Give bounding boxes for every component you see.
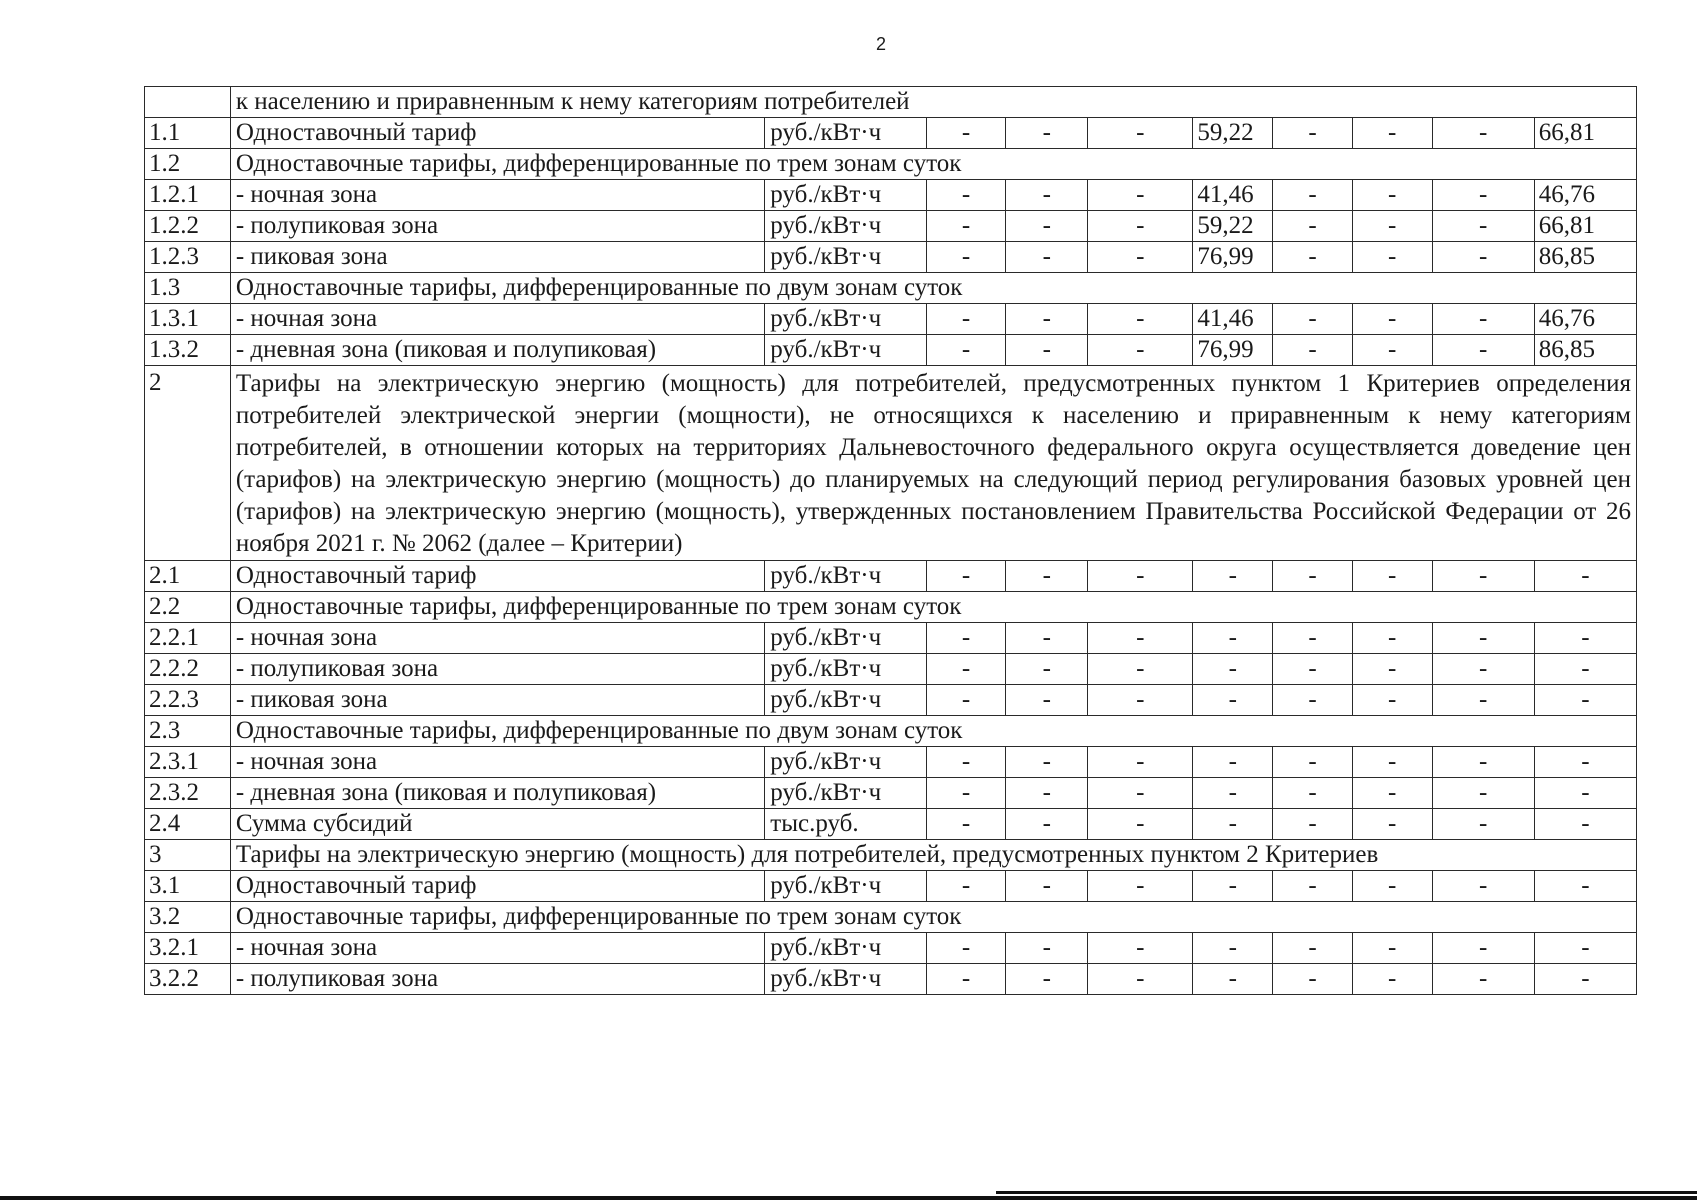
row-number: 2.2.3: [145, 685, 231, 716]
value-cell: -: [1088, 685, 1193, 716]
row-number: 1.3.1: [145, 304, 231, 335]
value-cell: -: [1352, 335, 1432, 366]
value-cell: -: [1432, 335, 1534, 366]
row-unit: руб./кВт·ч: [765, 685, 926, 716]
row-number: 1.2.2: [145, 211, 231, 242]
row-number: 3.2: [145, 902, 231, 933]
row-name: - полупиковая зона: [230, 654, 764, 685]
value-cell: -: [1088, 623, 1193, 654]
value-cell: -: [1432, 809, 1534, 840]
value-cell: -: [1006, 933, 1088, 964]
value-cell: -: [926, 623, 1006, 654]
value-cell: -: [1006, 778, 1088, 809]
value-cell: -: [1006, 964, 1088, 995]
value-cell: -: [1006, 242, 1088, 273]
value-cell: -: [1006, 180, 1088, 211]
page-bottom-edge: [0, 1196, 1697, 1200]
table-row: [145, 335, 1637, 366]
value-cell: -: [1352, 211, 1432, 242]
value-cell: -: [1432, 747, 1534, 778]
value-cell: -: [1006, 211, 1088, 242]
value-cell: -: [1088, 335, 1193, 366]
value-cell: -: [1352, 561, 1432, 592]
value-cell: 86,85: [1534, 242, 1636, 273]
value-cell: -: [1193, 964, 1273, 995]
value-cell: -: [1534, 933, 1636, 964]
value-cell: -: [1352, 623, 1432, 654]
table-row: [145, 871, 1637, 902]
value-cell: -: [1352, 933, 1432, 964]
value-cell: 59,22: [1193, 118, 1273, 149]
section-heading: Тарифы на электрическую энергию (мощность) для потребителей, предусмотренных пунктом 2 Критериев: [230, 840, 1636, 871]
value-cell: -: [1193, 871, 1273, 902]
value-cell: -: [926, 778, 1006, 809]
value-cell: -: [1088, 561, 1193, 592]
value-cell: -: [926, 933, 1006, 964]
value-cell: -: [926, 211, 1006, 242]
row-unit: руб./кВт·ч: [765, 778, 926, 809]
value-cell: -: [1273, 118, 1353, 149]
table-row: [145, 118, 1637, 149]
row-name: - ночная зона: [230, 180, 764, 211]
row-unit: руб./кВт·ч: [765, 871, 926, 902]
row-unit: руб./кВт·ч: [765, 242, 926, 273]
value-cell: -: [1432, 118, 1534, 149]
value-cell: -: [1534, 623, 1636, 654]
value-cell: -: [1273, 304, 1353, 335]
tariff-table: [144, 86, 1637, 995]
row-name: - ночная зона: [230, 304, 764, 335]
value-cell: 86,85: [1534, 335, 1636, 366]
value-cell: -: [1088, 809, 1193, 840]
row-name: Одноставочный тариф: [230, 871, 764, 902]
value-cell: -: [1534, 809, 1636, 840]
value-cell: -: [1006, 809, 1088, 840]
value-cell: -: [1352, 304, 1432, 335]
value-cell: -: [1273, 211, 1353, 242]
row-unit: руб./кВт·ч: [765, 933, 926, 964]
value-cell: -: [1432, 964, 1534, 995]
value-cell: -: [1088, 242, 1193, 273]
value-cell: -: [1273, 964, 1353, 995]
table-row: [145, 778, 1637, 809]
row-unit: руб./кВт·ч: [765, 180, 926, 211]
value-cell: -: [1534, 871, 1636, 902]
row-name: Одноставочный тариф: [230, 561, 764, 592]
table-section-row: [145, 366, 1637, 561]
table-section-row: [145, 273, 1637, 304]
section-heading: Одноставочные тарифы, дифференцированные по трем зонам суток: [230, 149, 1636, 180]
value-cell: -: [1006, 304, 1088, 335]
value-cell: -: [1273, 242, 1353, 273]
table-row: [145, 180, 1637, 211]
row-number: 2.2.2: [145, 654, 231, 685]
row-unit: руб./кВт·ч: [765, 118, 926, 149]
row-unit: руб./кВт·ч: [765, 561, 926, 592]
section-heading: Одноставочные тарифы, дифференцированные по двум зонам суток: [230, 716, 1636, 747]
page-bottom-edge-overlay: [996, 1191, 1697, 1194]
value-cell: -: [1432, 561, 1534, 592]
value-cell: -: [926, 561, 1006, 592]
value-cell: -: [926, 242, 1006, 273]
row-name: - дневная зона (пиковая и полупиковая): [230, 778, 764, 809]
row-name: Сумма субсидий: [230, 809, 764, 840]
table-row: [145, 304, 1637, 335]
value-cell: -: [926, 304, 1006, 335]
table-row: [145, 747, 1637, 778]
value-cell: -: [1006, 118, 1088, 149]
table-row: [145, 654, 1637, 685]
row-unit: руб./кВт·ч: [765, 211, 926, 242]
row-number: 3.1: [145, 871, 231, 902]
value-cell: -: [1006, 871, 1088, 902]
value-cell: -: [1534, 654, 1636, 685]
row-name: - дневная зона (пиковая и полупиковая): [230, 335, 764, 366]
value-cell: -: [1534, 561, 1636, 592]
value-cell: -: [1088, 211, 1193, 242]
row-number: 1.3.2: [145, 335, 231, 366]
value-cell: -: [1088, 871, 1193, 902]
value-cell: -: [1088, 180, 1193, 211]
value-cell: -: [1432, 654, 1534, 685]
value-cell: -: [926, 654, 1006, 685]
row-name: Одноставочный тариф: [230, 118, 764, 149]
value-cell: -: [926, 685, 1006, 716]
value-cell: 76,99: [1193, 242, 1273, 273]
value-cell: -: [1088, 304, 1193, 335]
row-name: - ночная зона: [230, 933, 764, 964]
value-cell: -: [1006, 623, 1088, 654]
row-number: 1.2.3: [145, 242, 231, 273]
table-section-row: [145, 87, 1637, 118]
value-cell: 46,76: [1534, 304, 1636, 335]
value-cell: -: [1088, 747, 1193, 778]
value-cell: 66,81: [1534, 211, 1636, 242]
value-cell: -: [1273, 623, 1353, 654]
value-cell: -: [1534, 778, 1636, 809]
value-cell: -: [1273, 778, 1353, 809]
row-unit: руб./кВт·ч: [765, 654, 926, 685]
value-cell: -: [1534, 685, 1636, 716]
value-cell: -: [1006, 335, 1088, 366]
value-cell: -: [1432, 685, 1534, 716]
value-cell: 41,46: [1193, 180, 1273, 211]
row-number: 3.2.1: [145, 933, 231, 964]
row-number: 1.3: [145, 273, 231, 304]
row-number: 2: [145, 366, 231, 561]
row-number: 2.2.1: [145, 623, 231, 654]
value-cell: -: [1432, 623, 1534, 654]
value-cell: -: [1273, 685, 1353, 716]
row-unit: руб./кВт·ч: [765, 623, 926, 654]
value-cell: -: [1193, 654, 1273, 685]
value-cell: -: [1432, 211, 1534, 242]
section-description: Тарифы на электрическую энергию (мощность) для потребителей, предусмотренных пунктом 1 Критериев определения потребителей электрической энергии (мощности), не относящихся к населению и приравненным к нему категориям потребителей, в отношении которых на территориях Дальневосточного федерального округа осуществляется доведение цен (тарифов) на электрическую энергию (мощность) до планируемых на следующий период регулирования базовых уровней цен (тарифов) на электрическую энергию (мощность), утвержденных постановлением Правительства Российской Федерации от 26 ноября 2021 г. № 2062 (далее – Критерии): [230, 366, 1636, 561]
row-name: - пиковая зона: [230, 685, 764, 716]
value-cell: -: [1273, 180, 1353, 211]
value-cell: -: [1273, 747, 1353, 778]
value-cell: -: [1273, 335, 1353, 366]
row-unit: руб./кВт·ч: [765, 335, 926, 366]
row-number: 2.3: [145, 716, 231, 747]
value-cell: -: [1088, 964, 1193, 995]
row-name: - ночная зона: [230, 623, 764, 654]
value-cell: -: [1352, 118, 1432, 149]
value-cell: -: [1432, 933, 1534, 964]
table-body: [145, 87, 1637, 995]
table-row: [145, 211, 1637, 242]
value-cell: -: [1088, 118, 1193, 149]
table-section-row: [145, 840, 1637, 871]
row-name: - ночная зона: [230, 747, 764, 778]
value-cell: -: [1432, 778, 1534, 809]
value-cell: -: [1273, 809, 1353, 840]
value-cell: -: [1352, 654, 1432, 685]
row-number: 3: [145, 840, 231, 871]
table-row: [145, 809, 1637, 840]
value-cell: 41,46: [1193, 304, 1273, 335]
row-number: 1.2.1: [145, 180, 231, 211]
section-heading: Одноставочные тарифы, дифференцированные по трем зонам суток: [230, 902, 1636, 933]
value-cell: -: [1432, 871, 1534, 902]
value-cell: -: [1088, 778, 1193, 809]
value-cell: -: [1273, 933, 1353, 964]
row-unit: руб./кВт·ч: [765, 304, 926, 335]
section-heading: к населению и приравненным к нему категориям потребителей: [230, 87, 1636, 118]
tariff-table-container: [144, 86, 1637, 995]
row-number: 2.1: [145, 561, 231, 592]
value-cell: -: [1352, 964, 1432, 995]
value-cell: -: [926, 335, 1006, 366]
value-cell: -: [1352, 180, 1432, 211]
row-number: 2.2: [145, 592, 231, 623]
table-row: [145, 964, 1637, 995]
row-name: - полупиковая зона: [230, 211, 764, 242]
value-cell: -: [1193, 809, 1273, 840]
value-cell: -: [1352, 809, 1432, 840]
table-row: [145, 242, 1637, 273]
value-cell: -: [1006, 685, 1088, 716]
table-section-row: [145, 902, 1637, 933]
table-row: [145, 685, 1637, 716]
row-number: 2.3.1: [145, 747, 231, 778]
value-cell: -: [1352, 747, 1432, 778]
value-cell: -: [1006, 561, 1088, 592]
row-unit: руб./кВт·ч: [765, 747, 926, 778]
section-heading: Одноставочные тарифы, дифференцированные по трем зонам суток: [230, 592, 1636, 623]
row-name: - пиковая зона: [230, 242, 764, 273]
value-cell: -: [926, 871, 1006, 902]
row-number: [145, 87, 231, 118]
value-cell: -: [1352, 778, 1432, 809]
value-cell: 46,76: [1534, 180, 1636, 211]
table-section-row: [145, 149, 1637, 180]
table-row: [145, 933, 1637, 964]
section-heading: Одноставочные тарифы, дифференцированные по двум зонам суток: [230, 273, 1636, 304]
row-name: - полупиковая зона: [230, 964, 764, 995]
table-section-row: [145, 716, 1637, 747]
value-cell: -: [926, 747, 1006, 778]
value-cell: -: [1193, 933, 1273, 964]
row-unit: тыс.руб.: [765, 809, 926, 840]
row-number: 2.3.2: [145, 778, 231, 809]
page-number: 2: [875, 34, 886, 54]
value-cell: -: [1273, 654, 1353, 685]
value-cell: -: [1352, 242, 1432, 273]
value-cell: -: [1088, 933, 1193, 964]
value-cell: -: [1432, 180, 1534, 211]
value-cell: -: [1193, 623, 1273, 654]
row-number: 2.4: [145, 809, 231, 840]
value-cell: -: [1193, 747, 1273, 778]
value-cell: -: [926, 118, 1006, 149]
table-row: [145, 623, 1637, 654]
value-cell: -: [1006, 747, 1088, 778]
value-cell: -: [1193, 778, 1273, 809]
value-cell: -: [1273, 871, 1353, 902]
value-cell: -: [926, 964, 1006, 995]
value-cell: -: [1432, 242, 1534, 273]
row-number: 3.2.2: [145, 964, 231, 995]
value-cell: -: [926, 809, 1006, 840]
value-cell: 66,81: [1534, 118, 1636, 149]
value-cell: -: [1273, 561, 1353, 592]
value-cell: -: [1193, 561, 1273, 592]
row-number: 1.2: [145, 149, 231, 180]
row-unit: руб./кВт·ч: [765, 964, 926, 995]
value-cell: -: [1534, 747, 1636, 778]
value-cell: -: [1088, 654, 1193, 685]
value-cell: -: [1534, 964, 1636, 995]
value-cell: -: [1352, 685, 1432, 716]
table-section-row: [145, 592, 1637, 623]
value-cell: -: [1193, 685, 1273, 716]
value-cell: 59,22: [1193, 211, 1273, 242]
row-number: 1.1: [145, 118, 231, 149]
table-row: [145, 561, 1637, 592]
value-cell: -: [1006, 654, 1088, 685]
value-cell: -: [1352, 871, 1432, 902]
value-cell: 76,99: [1193, 335, 1273, 366]
value-cell: -: [1432, 304, 1534, 335]
value-cell: -: [926, 180, 1006, 211]
